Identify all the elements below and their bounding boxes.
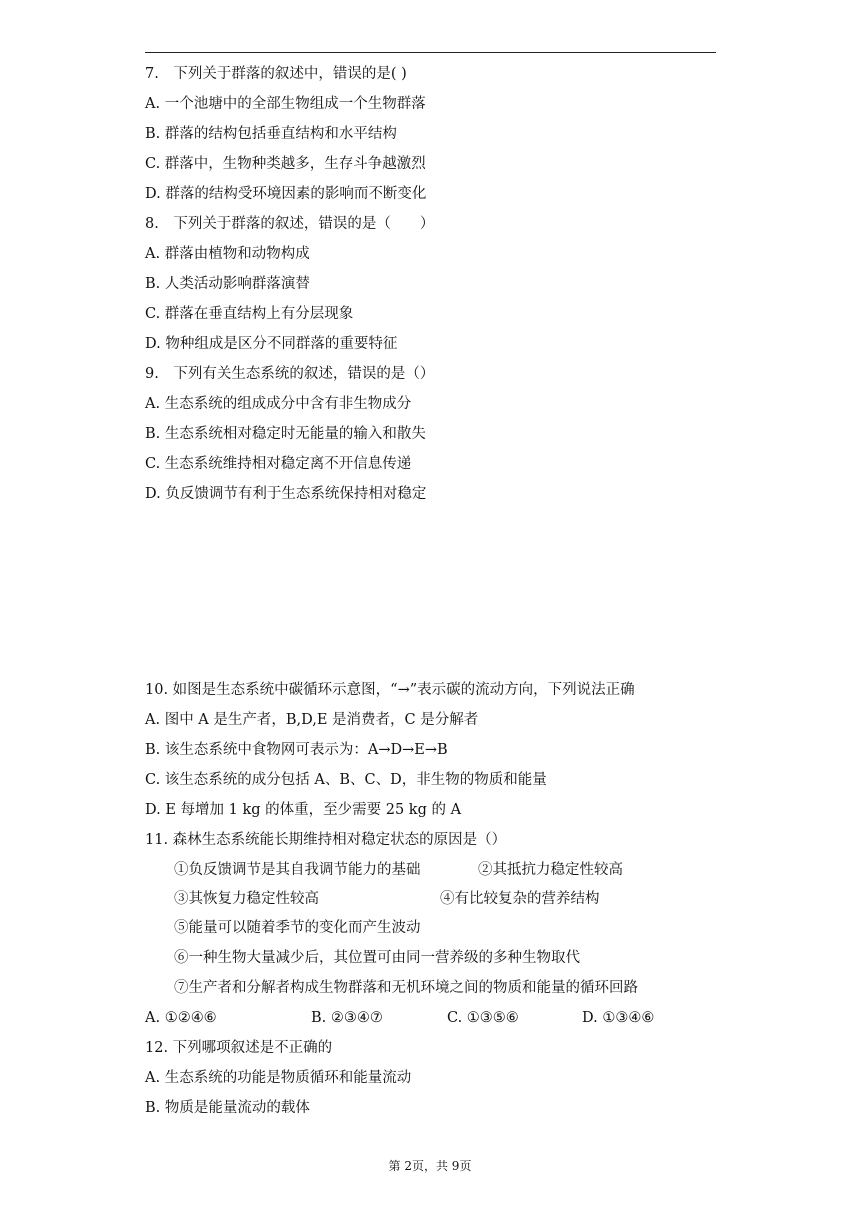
q9-option-d: D. 负反馈调节有利于生态系统保持相对稳定 bbox=[145, 486, 427, 502]
q11-statement-2: ②其抵抗力稳定性较高 bbox=[478, 862, 623, 878]
q11-option-d: D. ①③④⑥ bbox=[582, 1010, 655, 1026]
q7-option-a: A. 一个池塘中的全部生物组成一个生物群落 bbox=[145, 96, 426, 112]
q11-statement-4: ④有比较复杂的营养结构 bbox=[440, 891, 600, 907]
q9-option-b: B. 生态系统相对稳定时无能量的输入和散失 bbox=[145, 426, 426, 442]
q12-option-a: A. 生态系统的功能是物质循环和能量流动 bbox=[145, 1070, 412, 1086]
q7-option-d: D. 群落的结构受环境因素的影响而不断变化 bbox=[145, 186, 427, 202]
q10-option-a: A. 图中 A 是生产者，B,D,E 是消费者，C 是分解者 bbox=[145, 712, 479, 728]
q11-options-row bbox=[145, 1008, 705, 1028]
q10-stem: 10. 如图是生态系统中碳循环示意图，“→”表示碳的流动方向，下列说法正确 bbox=[145, 682, 635, 698]
q8-stem: 8. 下列关于群落的叙述，错误的是（ ） bbox=[145, 216, 435, 232]
q11-option-c: C. ①③⑤⑥ bbox=[447, 1010, 519, 1026]
q8-option-d: D. 物种组成是区分不同群落的重要特征 bbox=[145, 336, 398, 352]
q9-option-a: A. 生态系统的组成成分中含有非生物成分 bbox=[145, 396, 412, 412]
q7-option-c: C. 群落中，生物种类越多，生存斗争越激烈 bbox=[145, 156, 426, 172]
header-rule bbox=[145, 52, 716, 53]
q11-statement-3: ③其恢复力稳定性较高 bbox=[174, 891, 319, 907]
q11-stem: 11. 森林生态系统能长期维持相对稳定状态的原因是（） bbox=[145, 832, 507, 848]
q10-option-b: B. 该生态系统中食物网可表示为：A→D→E→B bbox=[145, 742, 448, 758]
q7-option-b: B. 群落的结构包括垂直结构和水平结构 bbox=[145, 126, 397, 142]
q9-option-c: C. 生态系统维持相对稳定离不开信息传递 bbox=[145, 456, 412, 472]
q11-option-a: A. ①②④⑥ bbox=[145, 1010, 217, 1026]
q11-statement-1: ①负反馈调节是其自我调节能力的基础 bbox=[174, 862, 421, 878]
q8-option-c: C. 群落在垂直结构上有分层现象 bbox=[145, 306, 354, 322]
q9-stem: 9. 下列有关生态系统的叙述，错误的是（） bbox=[145, 366, 435, 382]
q12-option-b: B. 物质是能量流动的载体 bbox=[145, 1100, 310, 1116]
q10-option-d: D. E 每增加 1 kg 的体重，至少需要 25 kg 的 A bbox=[145, 802, 462, 818]
q11-statement-7: ⑦生产者和分解者构成生物群落和无机环境之间的物质和能量的循环回路 bbox=[174, 980, 638, 996]
q8-option-b: B. 人类活动影响群落演替 bbox=[145, 276, 310, 292]
q12-stem: 12. 下列哪项叙述是不正确的 bbox=[145, 1040, 333, 1056]
q10-option-c: C. 该生态系统的成分包括 A、B、C、D，非生物的物质和能量 bbox=[145, 772, 547, 788]
q11-statement-6: ⑥一种生物大量减少后，其位置可由同一营养级的多种生物取代 bbox=[174, 950, 580, 966]
q11-statement-5: ⑤能量可以随着季节的变化而产生波动 bbox=[174, 920, 421, 936]
q7-stem: 7. 下列关于群落的叙述中，错误的是( ) bbox=[145, 66, 407, 82]
q8-option-a: A. 群落由植物和动物构成 bbox=[145, 246, 310, 262]
page-footer: 第 2页，共 9页 bbox=[388, 1159, 472, 1173]
q11-option-b: B. ②③④⑦ bbox=[311, 1010, 383, 1026]
